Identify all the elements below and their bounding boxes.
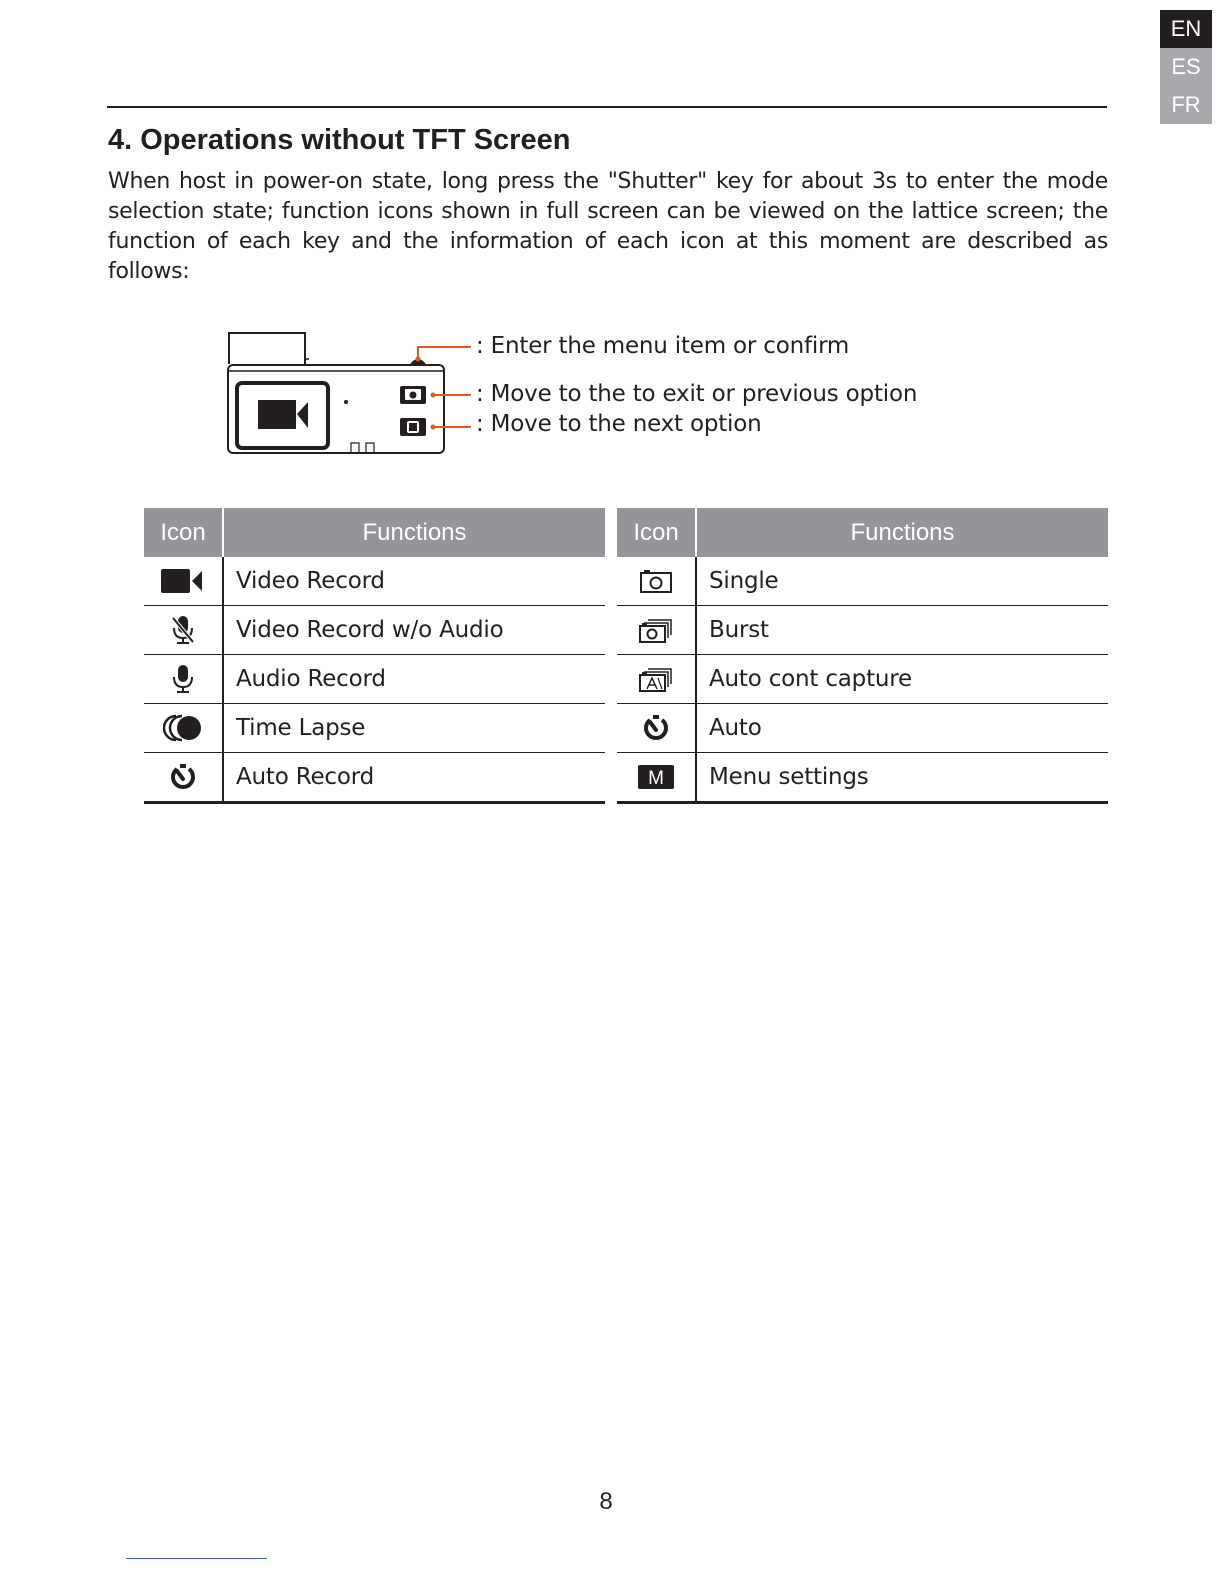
menu-m-icon <box>637 764 675 790</box>
function-label: Menu settings <box>696 753 1108 803</box>
mic-muted-icon <box>171 615 195 645</box>
function-label: Video Record <box>223 557 605 606</box>
table-row <box>144 557 605 606</box>
table-row <box>617 606 1108 655</box>
table-row <box>617 753 1108 803</box>
table-row <box>617 557 1108 606</box>
function-label: Auto <box>696 704 1108 753</box>
table-row <box>144 753 605 803</box>
functions-column-header: Functions <box>696 508 1108 557</box>
svg-text:M: M <box>648 768 664 789</box>
shutter-key-description: : Enter the menu item or confirm <box>476 333 850 359</box>
page-number: 8 <box>599 1488 613 1515</box>
up-key-button <box>400 386 426 404</box>
table-row <box>617 655 1108 704</box>
function-label: Audio Record <box>223 655 605 704</box>
photo-modes-table <box>617 508 1108 804</box>
function-label: Auto Record <box>223 753 605 803</box>
function-label: Time Lapse <box>223 704 605 753</box>
intro-paragraph: When host in power-on state, long press the "Shutter" key for about 3s to enter the mode selection state; function icons shown in full screen can be viewed on the lattice screen; the function of each key and the information of each icon at this moment are described as follows: <box>108 169 1108 284</box>
self-timer-icon <box>169 763 197 791</box>
language-tabs <box>1160 10 1212 124</box>
down-key-button <box>400 418 426 436</box>
language-tab-es[interactable]: ES <box>1160 48 1212 86</box>
video-modes-table <box>144 508 605 804</box>
down-key-description: : Move to the next option <box>476 411 762 437</box>
table-header-row <box>144 508 605 557</box>
function-label: Auto cont capture <box>696 655 1108 704</box>
time-lapse-icon <box>163 714 203 742</box>
self-timer-icon <box>642 714 670 742</box>
icon-column-header: Icon <box>617 508 696 557</box>
table-row <box>144 606 605 655</box>
function-label: Video Record w/o Audio <box>223 606 605 655</box>
function-label: Burst <box>696 606 1108 655</box>
language-tab-fr[interactable]: FR <box>1160 86 1212 124</box>
table-row <box>144 704 605 753</box>
burst-icon <box>638 616 674 644</box>
section-title: 4. Operations without TFT Screen <box>108 124 571 156</box>
functions-column-header: Functions <box>223 508 605 557</box>
table-row <box>617 704 1108 753</box>
language-tab-en[interactable]: EN <box>1160 10 1212 48</box>
function-label: Single <box>696 557 1108 606</box>
microphone-icon <box>171 664 195 694</box>
video-camera-icon <box>161 568 205 594</box>
single-photo-icon <box>639 568 673 594</box>
icon-column-header: Icon <box>144 508 223 557</box>
header-rule <box>107 106 1107 108</box>
auto-cont-capture-icon <box>638 665 674 693</box>
camera-key-diagram <box>224 328 484 460</box>
up-key-description: : Move to the to exit or previous option <box>476 381 918 407</box>
table-row <box>144 655 605 704</box>
table-header-row <box>617 508 1108 557</box>
footer-line <box>126 1558 267 1559</box>
